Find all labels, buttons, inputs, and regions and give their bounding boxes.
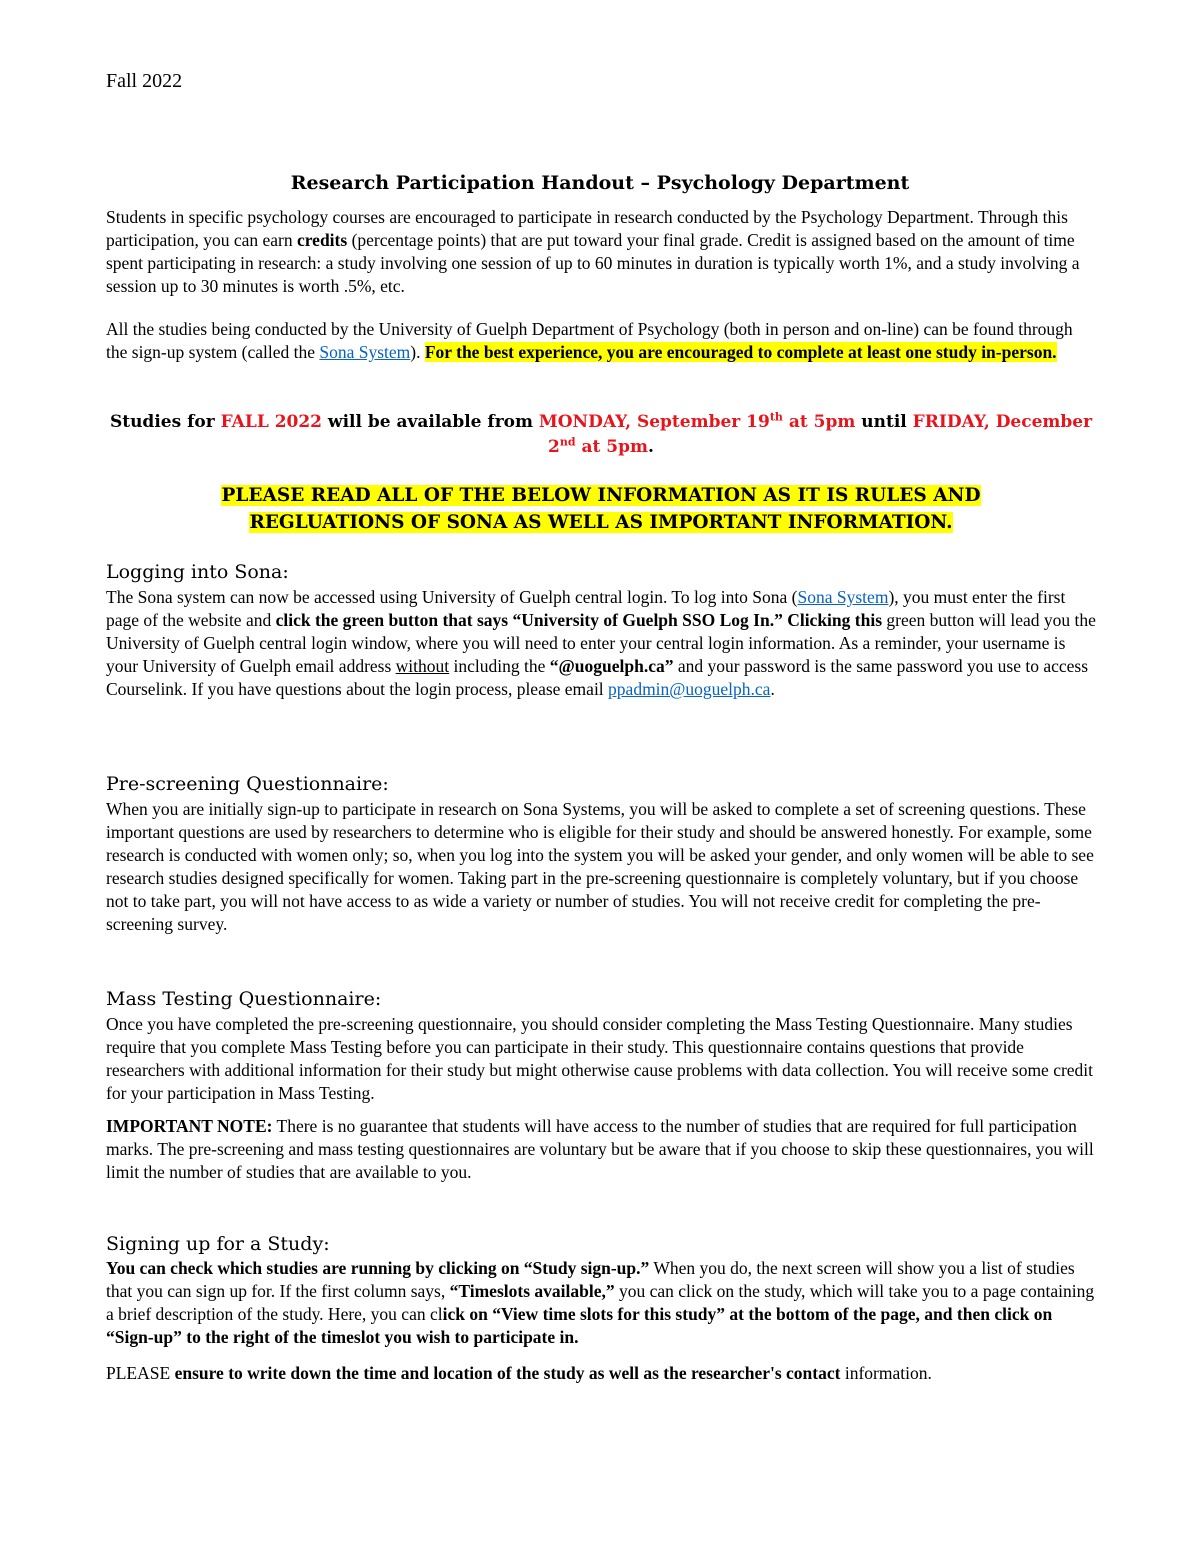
login-text-4: including the [449, 656, 550, 676]
login-paragraph [106, 586, 1096, 701]
signup-paragraph [106, 1257, 1096, 1349]
intro-paragraph [106, 206, 1096, 298]
start-date-suffix: th [769, 410, 783, 424]
sona-system-link[interactable]: Sona System [319, 342, 411, 362]
signup-text-1: When you do, the next screen will show you a list of studies that you can sign up for. If the first column says, [106, 1258, 1075, 1301]
please-label: PLEASE [106, 1363, 175, 1383]
admin-email-link[interactable]: ppadmin@uoguelph.ca [608, 679, 771, 699]
availability-statement [106, 410, 1096, 460]
start-date: MONDAY, September 19 [538, 412, 770, 432]
signup-text-2: you can click on the study, which will take you to a page containing a brief description of the study. Here, you can cl [106, 1281, 1095, 1324]
uoguelph-domain: “@uoguelph.ca” [549, 656, 674, 676]
prescreen-heading: Pre-screening Questionnaire: [106, 773, 389, 795]
reminder-end: information. [840, 1363, 932, 1383]
notice-line-1: PLEASE READ ALL OF THE BELOW INFORMATION AS IT IS RULES AND [221, 485, 981, 506]
signup-heading: Signing up for a Study: [106, 1233, 330, 1255]
important-note-body: There is no guarantee that students will have access to the number of studies that are required for full participation marks. The pre-screening and mass testing questionnaires are voluntary but be aware that if you choose to skip these questionnaires, you will limit the number of studies that are available to you. [106, 1116, 1094, 1182]
page-header-term: Fall 2022 [106, 70, 183, 92]
document-title: Research Participation Handout – Psychology Department [290, 172, 910, 194]
notice-line-2: REGLUATIONS OF SONA AS WELL AS IMPORTANT INFORMATION. [249, 512, 953, 533]
credits-term: credits [296, 230, 348, 250]
signup-bold-3: ick on “View time slots for this study” at the bottom of the page, and then click on “Sign-up” to the right of the timeslot you wish to participate in. [106, 1304, 1053, 1347]
availability-text-d: . [648, 437, 654, 457]
login-text-6: . [770, 679, 775, 699]
login-text-5: and your password is the same password you use to access Courselink. If you have questions about the login process, please email [106, 656, 1089, 699]
end-date-suffix: nd [559, 435, 576, 449]
availability-text-c: until [855, 412, 913, 432]
intro-text-2: (percentage points) that are put toward your final grade. Credit is assigned based on the amount of time spent participating in research: a study involving one session of up to 60 minutes in duration is typically worth 1%, and a study involving a session up to 30 minutes is worth .5%, etc. [106, 230, 1080, 296]
login-sona-system-link[interactable]: Sona System [797, 587, 889, 607]
rules-notice [106, 482, 1096, 536]
end-time: at 5pm [575, 437, 649, 457]
studies-text-1: All the studies being conducted by the University of Guelph Department of Psychology (both in person and on-line) can be found through the sign-up system (called the [106, 319, 1073, 362]
mass-testing-heading: Mass Testing Questionnaire: [106, 988, 382, 1010]
timeslots-available-term: “Timeslots available,” [449, 1281, 615, 1301]
availability-term: FALL 2022 [220, 412, 323, 432]
important-note-paragraph [106, 1115, 1096, 1184]
without-term: without [395, 656, 450, 676]
start-time: at 5pm [782, 412, 856, 432]
end-date: FRIDAY, December 2 [548, 412, 1093, 457]
login-heading: Logging into Sona: [106, 561, 289, 583]
availability-text-b: will be available from [322, 412, 539, 432]
important-note-label: IMPORTANT NOTE: [106, 1116, 273, 1136]
mass-testing-paragraph: Once you have completed the pre-screening questionnaire, you should consider completing the Mass Testing Questionnaire. Many studies require that you complete Mass Testing before you can participate in their study. This questionnaire contains questions that provide researchers with additional information for their study but might otherwise cause problems with data collection. You will receive some credit for your participation in Mass Testing. [106, 1014, 1094, 1103]
prescreen-paragraph: When you are initially sign-up to participate in research on Sona Systems, you will be asked to complete a set of screening questions. These important questions are used by researchers to determine who is eligible for their study and should be answered honestly. For example, some research is conducted with women only; so, when you log into the system you will be asked your gender, and only women will be able to see research studies designed specifically for women. Taking part in the pre-screening questionnaire is completely voluntary, but if you choose not to take part, you will not have access to as wide a variety or number of studies. You will not receive credit for completing the pre-screening survey. [106, 799, 1094, 934]
login-text-1: The Sona system can now be accessed using University of Guelph central login. To log into Sona ( [106, 587, 798, 607]
studies-text-2: ). [410, 342, 425, 362]
studies-paragraph [106, 318, 1096, 364]
intro-text-1: Students in specific psychology courses are encouraged to participate in research conducted by the Psychology Department. Through this participation, you can earn [106, 207, 1068, 250]
in-person-highlight: For the best experience, you are encouraged to complete at least one study in-person. [424, 342, 1057, 362]
availability-text-a: Studies for [109, 412, 221, 432]
signup-reminder-paragraph [106, 1362, 1096, 1385]
reminder-bold: ensure to write down the time and location of the study as well as the researcher's contact [174, 1363, 841, 1383]
green-button-instruction: click the green button that says “University of Guelph SSO Log In.” Clicking this [275, 610, 883, 630]
availability-start [539, 412, 855, 432]
signup-bold-1: You can check which studies are running by clicking on “Study sign-up.” [106, 1258, 650, 1278]
login-text-2: ), you must enter the first page of the website and [106, 587, 1066, 630]
login-text-3: green button will lead you the University of Guelph central login window, where you will need to enter your central login information. As a reminder, your username is your University of Guelph email address [106, 610, 1096, 676]
